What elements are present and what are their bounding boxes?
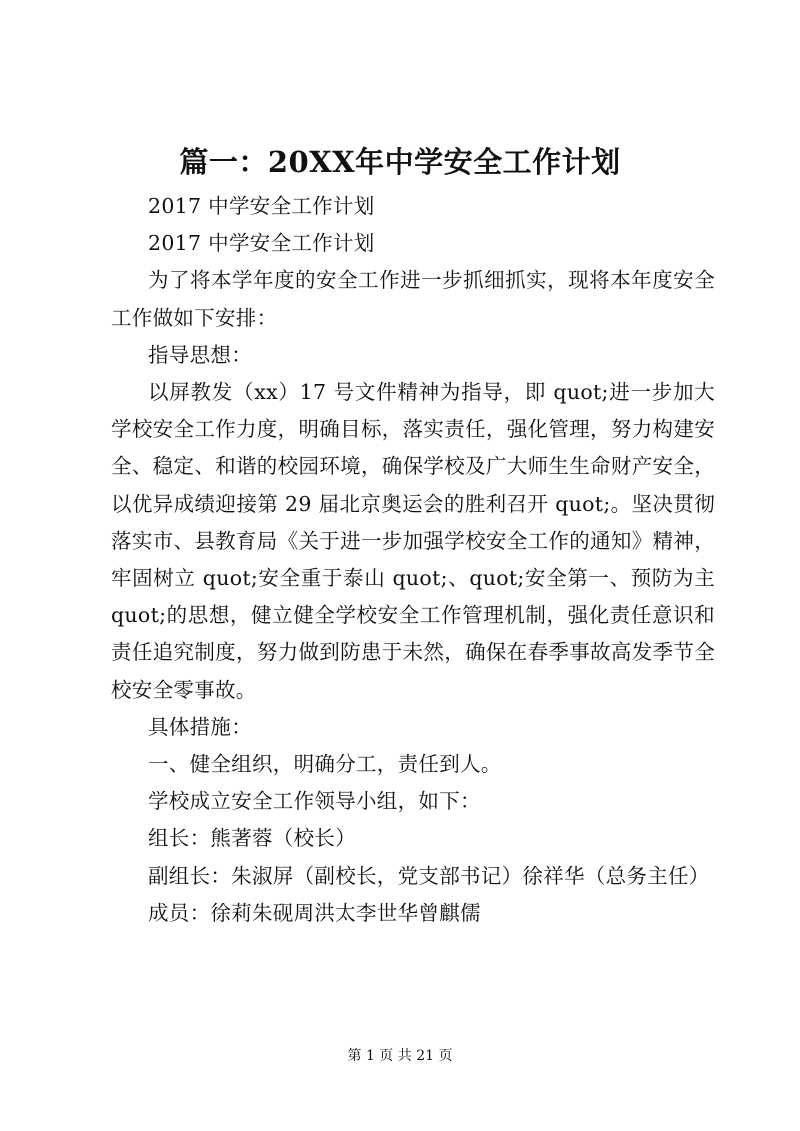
paragraph-group-leader: 组长：熊著蓉（校长） bbox=[148, 826, 356, 851]
page-number-footer: 第 1 页 共 21 页 bbox=[347, 1048, 453, 1064]
document-title: 篇一：20XX年中学安全工作计划 bbox=[179, 145, 621, 179]
paragraph-leadership-group: 学校成立安全工作领导小组，如下： bbox=[148, 789, 481, 814]
paragraph-guiding-body: 以屏教发（xx）17 号文件精神为指导，即 quot;进一步加大学校安全工作力度，明确目标，落实责任，强化管理，努力构建安全、稳定、和谐的校园环境，确保学校及广大师生生命财产安全，以优异成绩迎接第 29 届北京奥运会的胜利召开 quot;。坚决贯彻落实市、县教育局《关于进一步加强学校安全工作的通知》精神，牢固树立 quot;安全重于泰山 quot;、quot;安全第一、预防为主 quot;的思想，健立健全学校安全工作管理机制，强化责任意识和责任追究制度，努力做到防患于未然，确保在春季事故高发季节全校安全零事故。 bbox=[111, 380, 715, 702]
paragraph-members: 成员：徐莉朱砚周洪太李世华曾麒儒 bbox=[148, 900, 481, 925]
paragraph-guiding-heading: 指导思想： bbox=[148, 342, 252, 367]
paragraph-measures-heading: 具体措施： bbox=[148, 714, 252, 739]
paragraph-intro: 为了将本学年度的安全工作进一步抓细抓实，现将本年度安全工作做如下安排： bbox=[111, 268, 715, 330]
paragraph-plan-heading-1: 2017 中学安全工作计划 bbox=[148, 194, 375, 218]
paragraph-measure-one: 一、健全组织，明确分工，责任到人。 bbox=[148, 752, 502, 777]
document-body bbox=[111, 188, 715, 932]
paragraph-deputy-leaders: 副组长：朱淑屏（副校长，党支部书记）徐祥华（总务主任） bbox=[148, 863, 710, 888]
paragraph-plan-heading-2: 2017 中学安全工作计划 bbox=[148, 231, 375, 256]
